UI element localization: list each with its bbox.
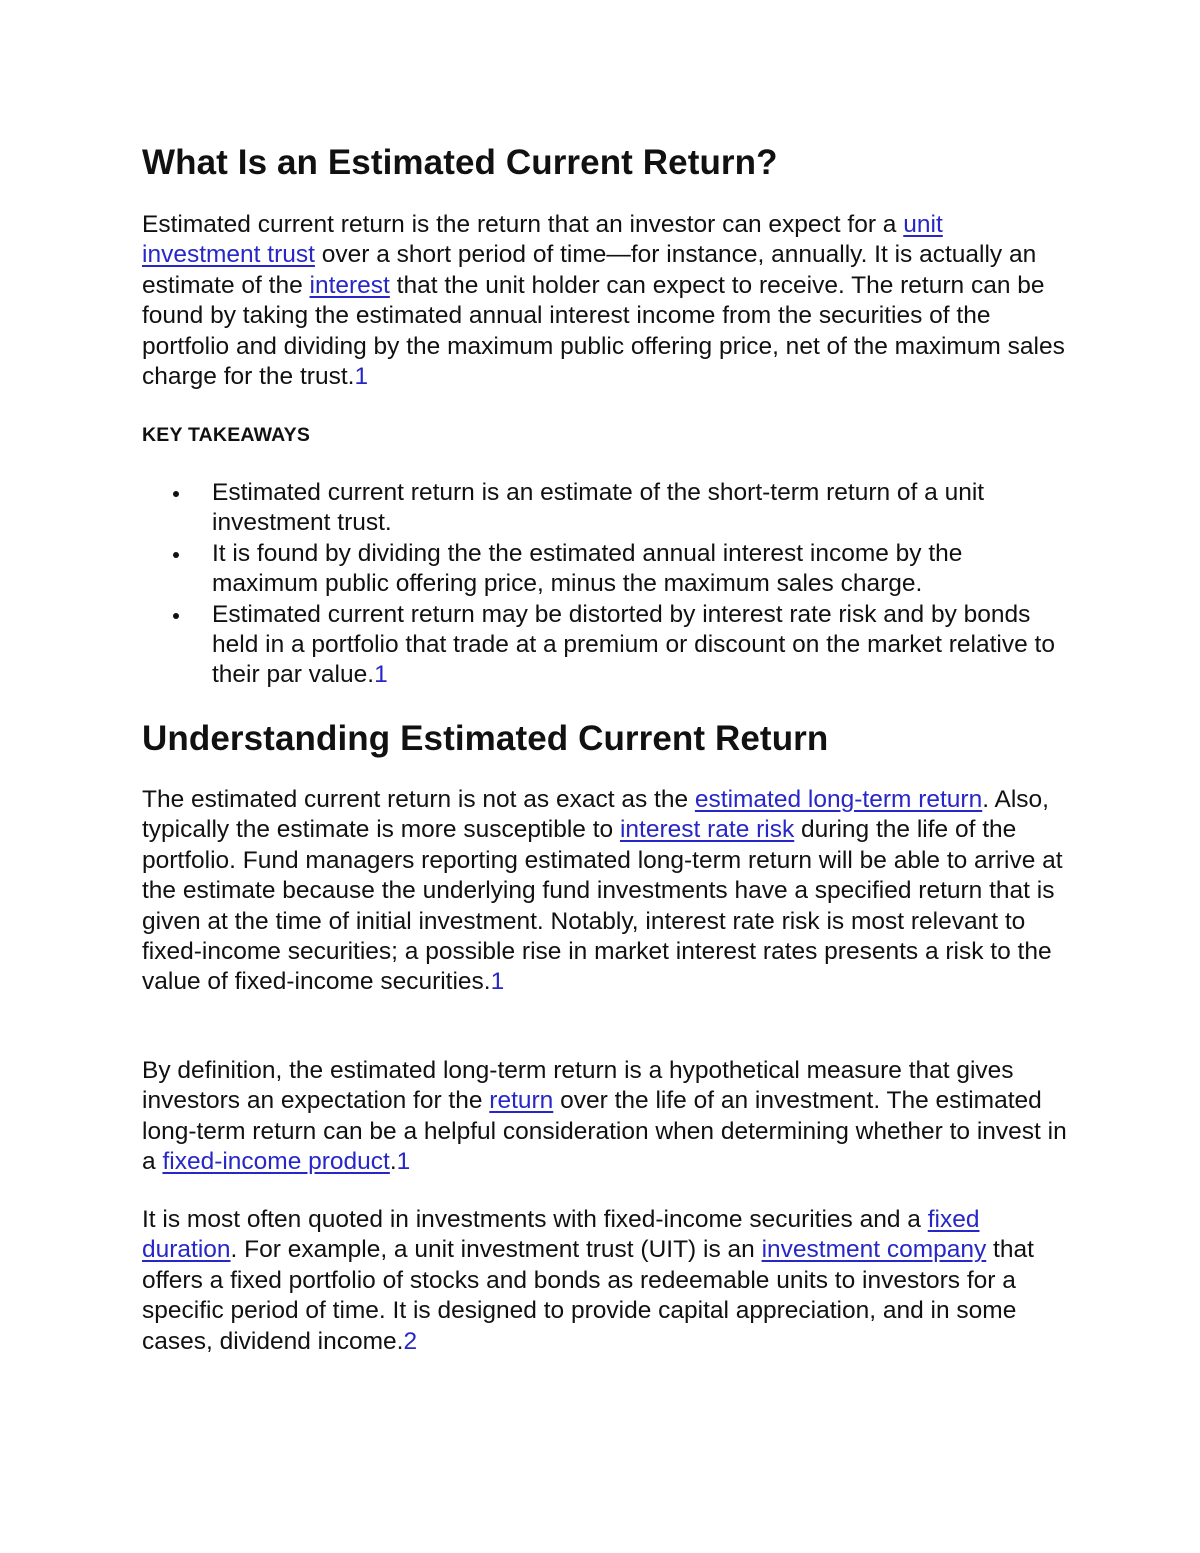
link-fixed-income-product[interactable]: fixed-income product — [162, 1148, 390, 1176]
para4-text-2: . For example, a unit investment trust (UIT) is an — [230, 1236, 762, 1264]
key-takeaways-list — [142, 478, 1067, 691]
citation-link[interactable]: 1 — [396, 1148, 411, 1176]
list-item — [142, 539, 1067, 600]
para2-text-3: during the life of the portfolio. Fund managers reporting estimated long-term return will be able to arrive at the estimate because the underlying fund investments have a specified return that is given at the time of initial investment. Notably, interest rate risk is most relevant to fixed-income securities; a possible rise in market interest rates presents a risk to the value of fixed-income securities. — [142, 816, 1063, 996]
section-title: Understanding Estimated Current Return — [142, 719, 829, 758]
intro-text-3: that the unit holder can expect to receive. The return can be found by taking the estimated annual interest income from the securities of the portfolio and dividing by the maximum public offering price, net of the maximum sales charge for the trust. — [142, 271, 1065, 391]
para3-text-2: over the life of an investment. The estimated long-term return can be a helpful consideration when determining whether to invest in a — [142, 1087, 1067, 1176]
list-item — [142, 478, 1067, 539]
citation-link[interactable]: 2 — [403, 1327, 418, 1355]
intro-paragraph — [142, 210, 1067, 392]
bullet-icon — [173, 552, 179, 558]
key-takeaways-heading: KEY TAKEAWAYS — [142, 424, 311, 446]
takeaway-text: It is found by dividing the the estimated annual interest income by the maximum public offering price, minus the maximum sales charge. — [212, 539, 963, 598]
para3-text-1: By definition, the estimated long-term return is a hypothetical measure that gives investors an expectation for the — [142, 1057, 1014, 1115]
para4-text-1: It is most often quoted in investments with fixed-income securities and a — [142, 1206, 928, 1233]
paragraph-understanding — [142, 785, 1067, 998]
link-fixed-duration[interactable]: fixed duration — [142, 1206, 980, 1264]
link-unit-investment-trust[interactable]: unit investment trust — [142, 211, 943, 269]
page-title: What Is an Estimated Current Return? — [142, 143, 778, 182]
paragraph-definition — [142, 1056, 1067, 1178]
intro-text-2: over a short period of time—for instance, annually. It is actually an estimate of the — [142, 241, 1037, 299]
para3-text-3: . — [389, 1148, 397, 1176]
bullet-icon — [173, 613, 179, 619]
paragraph-uit — [142, 1205, 1067, 1357]
takeaway-text: Estimated current return may be distorted by interest rate risk and by bonds held in a portfolio that trade at a premium or discount on the market relative to their par value. — [212, 600, 1055, 689]
para4-text-3: that offers a fixed portfolio of stocks and bonds as redeemable units to investors for a specific period of time. It is designed to provide capital appreciation, and in some cases, dividend income. — [142, 1236, 1034, 1355]
list-item — [142, 600, 1067, 691]
intro-text-1: Estimated current return is the return that an investor can expect for a — [142, 211, 904, 238]
link-interest[interactable]: interest — [309, 271, 390, 299]
citation-link[interactable]: 1 — [374, 661, 388, 689]
link-interest-rate-risk[interactable]: interest rate risk — [619, 816, 795, 844]
takeaway-text: Estimated current return is an estimate of the short-term return of a unit investment trust. — [212, 479, 985, 537]
citation-link[interactable]: 1 — [490, 968, 505, 996]
para2-text-2: . Also, typically the estimate is more susceptible to — [142, 786, 1049, 844]
para2-text-1: The estimated current return is not as exact as the — [142, 786, 695, 813]
link-estimated-long-term-return[interactable]: estimated long-term return — [694, 786, 983, 813]
bullet-icon — [173, 491, 179, 497]
link-return[interactable]: return — [489, 1087, 554, 1115]
citation-link[interactable]: 1 — [354, 363, 369, 391]
link-investment-company[interactable]: investment company — [761, 1236, 987, 1264]
